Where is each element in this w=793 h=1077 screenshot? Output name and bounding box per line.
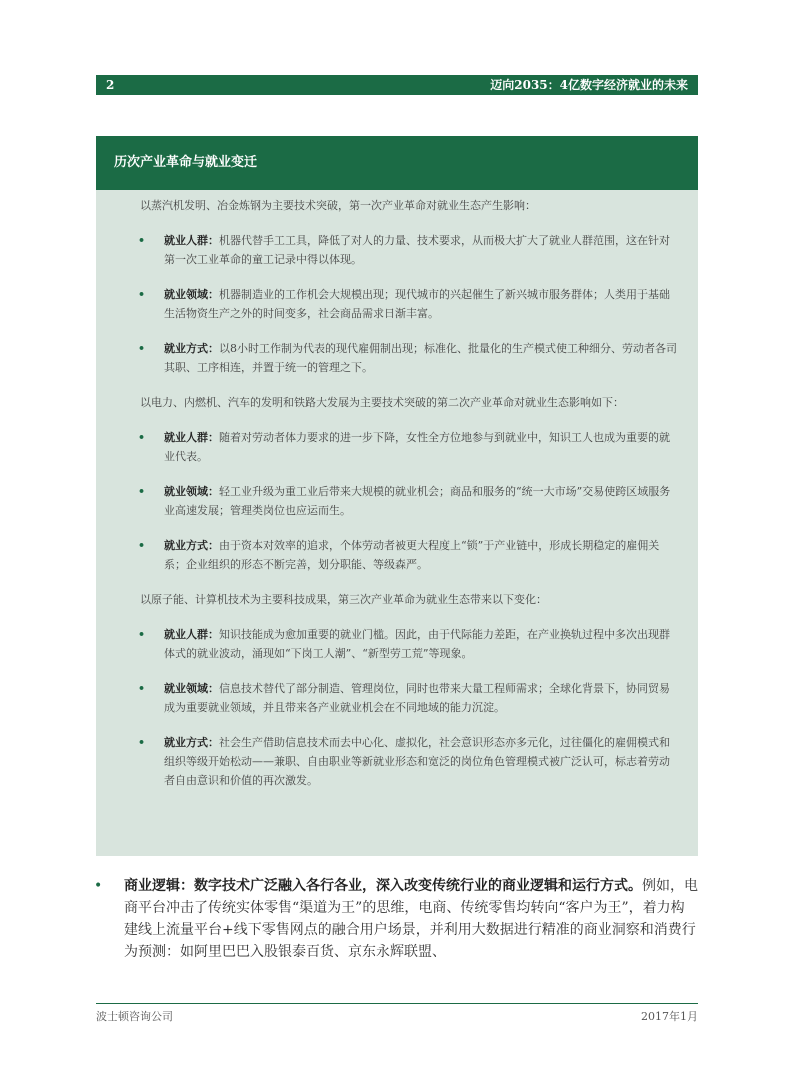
item-label: 就业领域：	[164, 288, 219, 301]
box-title: 历次产业革命与就业变迁	[96, 136, 698, 190]
section-1-intro: 以蒸汽机发明、冶金炼钢为主要技术突破，第一次产业革命对就业生态产生影响：	[140, 199, 536, 212]
item-text: 知识技能成为愈加重要的就业门槛。因此，由于代际能力差距，在产业换轨过程中多次出现群体式的就业波动，涌现如“下岗工人潮”、“新型劳工荒”等现象。	[164, 628, 670, 660]
section-1-list	[140, 231, 678, 377]
item-text: 信息技术替代了部分制造、管理岗位，同时也带来大量工程师需求；全球化背景下，协同贸易成为重要就业领域，并且带来各产业就业机会在不同地域的能力沉淀。	[164, 682, 670, 714]
body-bullet-text	[96, 875, 698, 963]
bullet-icon: •	[138, 234, 146, 247]
item-label: 就业领域：	[164, 485, 219, 498]
bullet-icon: •	[138, 485, 146, 498]
box-body	[96, 190, 698, 790]
bullet-icon: •	[138, 628, 146, 641]
footer-company: 波士顿咨询公司	[96, 1010, 173, 1023]
bullet-icon: •	[138, 288, 146, 301]
item-text: 机器制造业的工作机会大规模出现；现代城市的兴起催生了新兴城市服务群体；人类用于基础生活物资生产之外的时间变多，社会商品需求日渐丰富。	[164, 288, 670, 320]
item-text: 随着对劳动者体力要求的进一步下降，女性全方位地参与到就业中，知识工人也成为重要的就业代表。	[164, 431, 670, 463]
section-3-intro: 以原子能、计算机技术为主要科技成果，第三次产业革命为就业生态带来以下变化：	[140, 593, 547, 606]
item-label: 就业方式：	[164, 539, 219, 552]
list-item	[140, 339, 678, 377]
footer-date: 2017年1月	[641, 1010, 698, 1023]
list-item	[140, 625, 678, 663]
item-label: 就业人群：	[164, 234, 219, 247]
list-item	[140, 733, 678, 790]
item-text: 以8小时工作制为代表的现代雇佣制出现；标准化、批量化的生产模式使工种细分、劳动者各司其职、工序相连，并置于统一的管理之下。	[164, 342, 677, 374]
list-item	[140, 482, 678, 520]
list-item	[140, 231, 678, 269]
sidebar-box	[96, 136, 698, 856]
item-label: 就业人群：	[164, 628, 219, 641]
page-header	[96, 75, 698, 95]
bullet-icon: •	[138, 431, 146, 444]
item-label: 就业方式：	[164, 736, 219, 749]
bullet-icon: •	[138, 342, 146, 355]
bullet-icon: •	[94, 878, 103, 894]
body-bullet-body: 例如，电商平台冲击了传统实体零售“渠道为王”的思维，电商、传统零售均转向“客户为王”，着力构建线上流量平台+线下零售网点的融合用户场景，并利用大数据进行精准的商业洞察和消费行为预测：如阿里巴巴入股银泰百货、京东永辉联盟、	[124, 878, 698, 960]
list-item	[140, 679, 678, 717]
item-text: 社会生产借助信息技术而去中心化、虚拟化，社会意识形态亦多元化，过往僵化的雇佣模式和组织等级开始松动——兼职、自由职业等新就业形态和宽泛的岗位角色管理模式被广泛认可，标志着劳动者自由意识和价值的再次激发。	[164, 736, 670, 787]
bullet-icon: •	[138, 539, 146, 552]
bullet-icon: •	[138, 682, 146, 695]
list-item	[140, 428, 678, 466]
item-label: 就业方式：	[164, 342, 219, 355]
page-number: 2	[106, 78, 115, 92]
item-label: 就业人群：	[164, 431, 219, 444]
section-2-intro: 以电力、内燃机、汽车的发明和铁路大发展为主要技术突破的第二次产业革命对就业生态影响如下：	[140, 396, 624, 409]
body-bullet-label: 商业逻辑：数字技术广泛融入各行各业，深入改变传统行业的商业逻辑和运行方式。	[124, 878, 642, 894]
item-text: 机器代替手工工具，降低了对人的力量、技术要求，从而极大扩大了就业人群范围，这在针对第一次工业革命的童工记录中得以体现。	[164, 234, 670, 266]
body-bullet	[96, 875, 698, 963]
item-text: 轻工业升级为重工业后带来大规模的就业机会；商品和服务的“统一大市场”交易使跨区域服务业高速发展；管理类岗位也应运而生。	[164, 485, 671, 517]
list-item	[140, 536, 678, 574]
footer-divider	[96, 1003, 698, 1004]
bullet-icon: •	[138, 736, 146, 749]
section-3-list	[140, 625, 678, 790]
report-title: 迈向2035：4亿数字经济就业的未来	[490, 78, 688, 92]
list-item	[140, 285, 678, 323]
section-2-list	[140, 428, 678, 574]
item-text: 由于资本对效率的追求，个体劳动者被更大程度上“锁”于产业链中，形成长期稳定的雇佣关系；企业组织的形态不断完善，划分职能、等级森严。	[164, 539, 660, 571]
item-label: 就业领域：	[164, 682, 219, 695]
